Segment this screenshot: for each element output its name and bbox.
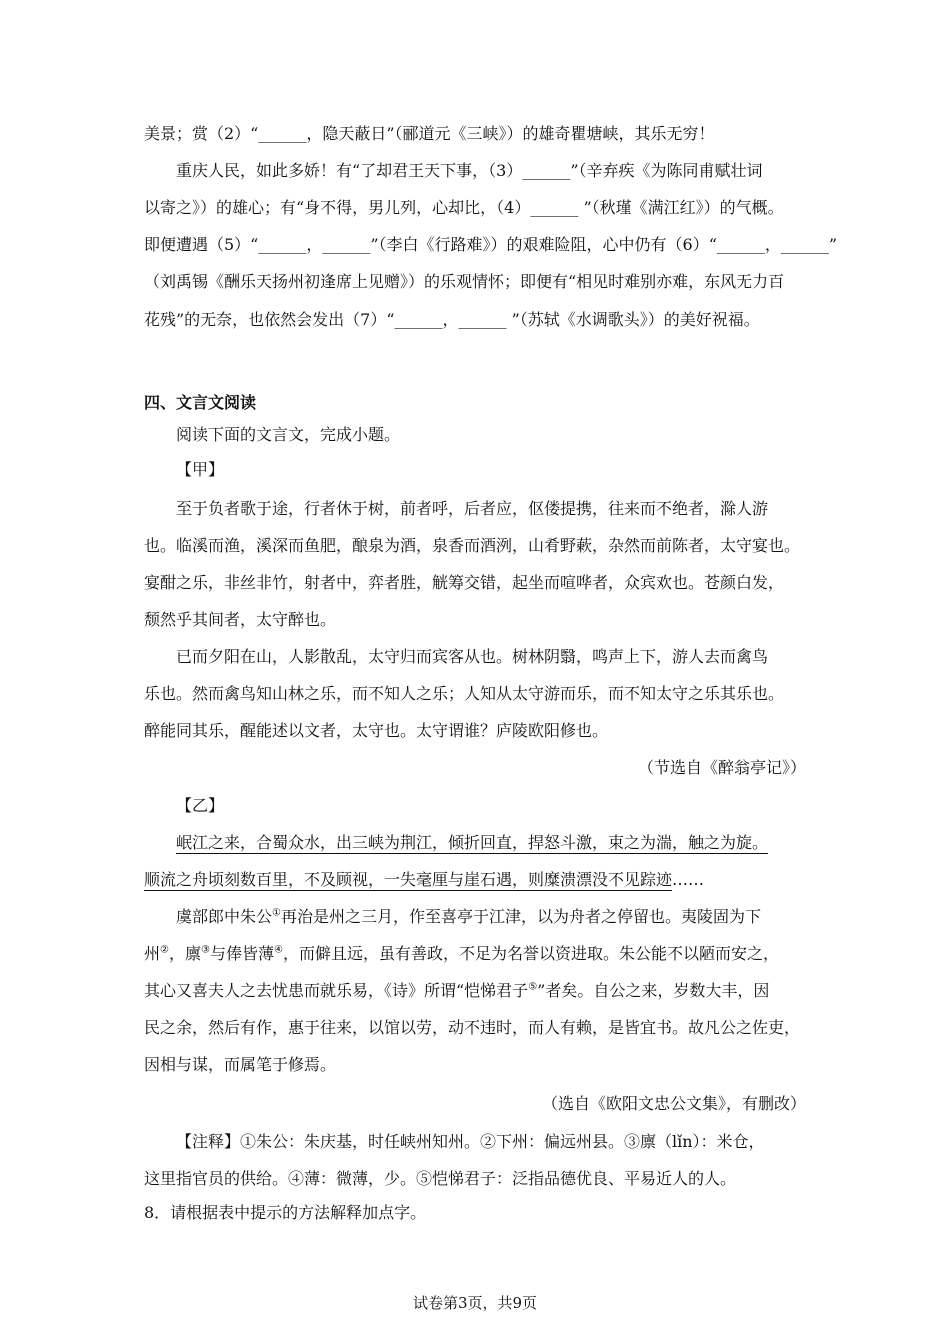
text: ”者矣。自公之来，岁数大丰，因 (537, 981, 770, 1000)
note-marker: ⑤ (528, 981, 538, 993)
note-marker: ① (272, 907, 281, 919)
passage-yi-underlined-line: 岷江之来，合蜀众水，出三峡为荆江，倾折回直，捍怒斗激，束之为湍，触之为旋。 (176, 833, 769, 852)
notes-line: 这里指官员的供给。④薄：微薄，少。⑤恺悌君子：泛指品德优良、平易近人的人。 (144, 1169, 737, 1188)
passage-yi-line (144, 942, 779, 966)
question-8: 8．请根据表中提示的方法解释加点字。 (144, 1203, 427, 1222)
passage-jia-line: 醉能同其乐，醒能述以文者，太守也。太守谓谁？庐陵欧阳修也。 (144, 721, 609, 740)
notes-line: 【注释】①朱公：朱庆基，时任峡州知州。②下州：偏远州县。③廪（lǐn）：米仓， (176, 1132, 765, 1151)
fill-blank-line: 重庆人民，如此多娇！有“了却君王天下事，（3）______”（辛弃疾《为陈同甫赋壮词 (176, 161, 763, 180)
passage-yi-underlined-text: 顺流之舟顷刻数百里，不及顾视，一失毫厘与崖石遇，则糜溃漂没不见踪迹 (144, 870, 673, 889)
text: 与俸皆薄 (209, 944, 274, 963)
passage-yi-line (144, 868, 704, 892)
section-title: 四、文言文阅读 (144, 393, 257, 412)
section-instruction: 阅读下面的文言文，完成小题。 (176, 425, 401, 444)
text: 再治是州之三月，作至喜亭于江津，以为舟者之停留也。夷陵固为下 (280, 907, 761, 926)
fill-blank-line: 以寄之》）的雄心；有“身不得，男儿列，心却比，（4）______ ”（秋瑾《满江红》）的气概。 (144, 198, 784, 217)
passage-jia-line: 已而夕阳在山，人影散乱，太守归而宾客从也。树林阴翳，鸣声上下，游人去而禽鸟 (176, 647, 769, 666)
passage-jia-line: 至于负者歌于途，行者休于树，前者呼，后者应，伛偻提携，往来而不绝者，滁人游 (176, 499, 769, 518)
passage-yi-line: 民之余，然后有作，惠于往来，以馆以劳，动不违时，而人有赖，是皆宜书。故凡公之佐吏， (144, 1018, 801, 1037)
passage-jia-line: 宴酣之乐，非丝非竹，射者中，弈者胜，觥筹交错，起坐而喧哗者，众宾欢也。苍颜白发， (144, 573, 785, 592)
text: ，而僻且远，虽有善政，不足为名誉以资进取。朱公能不以陋而安之， (282, 944, 779, 963)
passage-label-jia: 【甲】 (176, 460, 225, 479)
passage-label-yi: 【乙】 (176, 796, 225, 815)
text: ，廪 (168, 944, 201, 963)
note-marker: ③ (201, 944, 210, 956)
passage-jia-source: （节选自《醉翁亭记》） (637, 758, 806, 777)
text: 其心又喜夫人之去忧患而就乐易，《诗》所谓“恺悌君子 (144, 981, 529, 1000)
fill-blank-line: 美景；赏（2）“______，隐天蔽日”（郦道元《三峡》）的雄奇瞿塘峡，其乐无穷！ (144, 124, 715, 143)
passage-jia-line: 也。临溪而渔，溪深而鱼肥，酿泉为酒，泉香而酒洌，山肴野蔌，杂然而前陈者，太守宴也。 (144, 536, 801, 555)
page-footer: 试卷第3页，共9页 (412, 1294, 538, 1312)
text: 州 (144, 944, 161, 963)
passage-yi-source: （选自《欧阳文忠公文集》，有删改） (541, 1094, 806, 1113)
passage-jia-line: 颓然乎其间者，太守醉也。 (144, 610, 337, 629)
ellipsis: …… (672, 870, 705, 889)
fill-blank-line: 花残”的无奈，也依然会发出（7）“______，______ ”（苏轼《水调歌头》）的美好祝福。 (144, 310, 760, 329)
passage-yi-line (176, 905, 761, 929)
note-marker: ④ (273, 944, 283, 956)
note-marker: ② (160, 944, 169, 956)
fill-blank-line: （刘禹锡《酬乐天扬州初逢席上见赠》）的乐观情怀；即便有“相见时难别亦难，东风无力百 (144, 272, 785, 291)
passage-jia-line: 乐也。然而禽鸟知山林之乐，而不知人之乐；人知从太守游而乐，而不知太守之乐其乐也。 (144, 684, 785, 703)
text: 虞部郎中朱公 (176, 907, 273, 926)
fill-blank-line: 即便遭遇（5）“______，______”（李白《行路难》）的艰难险阻，心中仍有（6）“______，______” (144, 235, 838, 254)
passage-yi-line: 因相与谋，而属笔于修焉。 (144, 1055, 337, 1074)
passage-yi-line (144, 979, 769, 1003)
